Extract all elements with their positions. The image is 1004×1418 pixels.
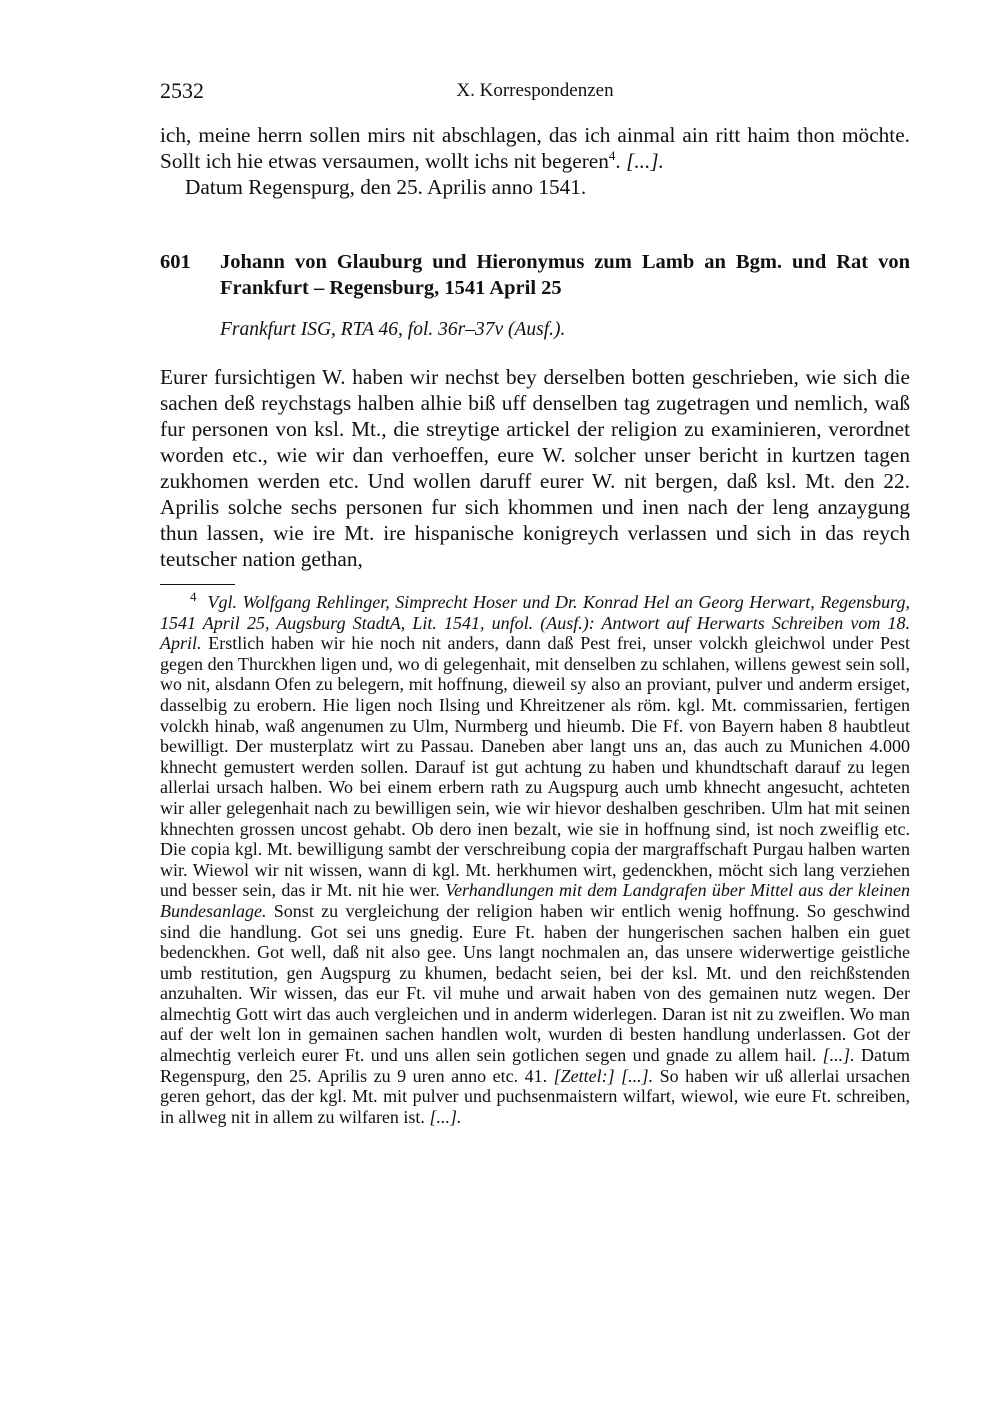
datum-line: Datum Regenspurg, den 25. Aprilis anno 1541.	[185, 175, 587, 199]
omission-mark: [...].	[626, 149, 664, 173]
main-paragraph: Eurer fursichtigen W. haben wir nechst bey derselben botten geschrieben, wie sich die sachen deß reychstags halben alhie biß uff denselben tag zugetragen und nemlich, waß fur personen von ksl. Mt., die streytige artickel der religion zu examinieren, verordnet worden etc., wie wir dan verhoeffen, eure W. solcher unser bericht in kurtzen tagen zukhomen werden etc. Und wollen daruff eurer W. nit bergen, daß ksl. Mt. den 22. Aprilis solche sechs personen fur sich khommen und inen nach der leng anzaygung thun lassen, wie ire Mt. ire hispanische konigreych verlassen und sich in das reych teutscher nation gethan,	[160, 365, 910, 571]
continuation-paragraph	[160, 122, 910, 174]
footnote-text-2: Sonst zu vergleichung der religion haben wir entlich wenig hoffnung. So geschwind sind die handlung. Got sei uns gnedig. Eure Ft. haben der hungerischen sachen halben ein guet bedenckhen. Got well, daß nit also gee. Uns langt nochmalen an, das unsere widerwertige geistliche umb restitution, gen Augspurg zu khumen, bedacht seien, bei der ksl. Mt. und den reichßstenden anzuhalten. Wir wissen, das eur Ft. vil muhe und arwait haben von des gemainen nutz wegen. Der almechtig Gott wirt das auch vergleichen und in anderm widerlegen. Daran ist nit zu zweiflen. Wo man auf der welt lon in gemainen sachen handlen wolt, wurden di besten handlung underlassen. Got der almechtig verleich eurer Ft. und uns allen sein gotlichen segen und gnade zu allem hail.	[160, 900, 910, 1066]
footnote-omission-1: [...].	[822, 1045, 855, 1066]
footnote-text-3: Datum Regenspurg, den 25. Aprilis zu 9 uren anno etc. 41.	[160, 1045, 910, 1086]
main-text	[160, 364, 910, 572]
footnote-reference: 4	[608, 147, 616, 163]
footnote	[160, 589, 911, 1127]
footnote-number: 4	[190, 589, 197, 604]
footnote-text-4: So haben wir uß allerlai ursachen geren gehort, das der kgl. Mt. mit pulver und puchsenmaistern wilfart, wiewol, wie eure Ft. schreiben, in allweg nit in allem zu wilfaren ist.	[160, 1065, 910, 1127]
section-title: X. Korrespondenzen	[456, 80, 614, 101]
document-title: Johann von Glauburg und Hieronymus zum Lamb an Bgm. und Rat von Frankfurt – Regensburg, 1541 April 25	[220, 251, 910, 299]
footnote-citation: Vgl. Wolfgang Rehlinger, Simprecht Hoser und Dr. Konrad Hel an Georg Herwart, Regensburg, 1541 April 25, Augsburg StadtA, Lit. 1541, unfol. (Ausf.): Antwort auf Herwarts Schreiben vom 18. April.	[160, 592, 911, 654]
footnote-divider	[160, 584, 235, 585]
running-header	[160, 78, 910, 108]
footnote-zettel-mark: [Zettel:] [...].	[553, 1065, 654, 1086]
footnote-text-1: Erstlich haben wir hie noch nit anders, dann daß Pest frei, unser volckh gleichwol under Pest gegen den Thurckhen ligen und, wo di gelegenhait, mit denselben zu schlahen, willens gewest sein soll, wo nit, alsdann Ofen zu belegern, mit hoffnung, dieweil sy also an proviant, pulver und anderm ersiget, dasselbig zu erobern. Hie ligen noch Ilsing und Khreitzener als röm. kgl. Mt. commissarien, fertigen volckh hinab, waß angenumen zu Ulm, Nurmberg und hieumb. Die Ff. von Bayern haben 8 haubtleut bewilligt. Der musterplatz wirt zu Passau. Daneben aber langt uns an, das auch zu Munichen 4.000 khnecht gemustert werden sollen. Darauf ist gut achtung zu haben und khundtschaft darauf zu legen allerlai ursach halben. Wo bei einem erbern rath zu Augspurg auch umb khnecht angesucht, achteten wir aller gelegenhait nach zu bewilligen sein, wie wir hievor deshalben geschriben. Ulm hat mit seinen khnechten grossen uncost gehabt. Ob dero inen bezalt, wie sie in hoffnung sind, ist noch zweiflig etc. Die copia kgl. Mt. bewilligung sambt der verschreibung copia der margraffschaft Purgau halben warten wir. Wiewol wir nit wissen, wann di kgl. Mt. herkhumen wirt, gedenckhen, möcht sich lang verziehen und besser sein, das ir Mt. nit hie wer.	[160, 633, 910, 901]
document-heading	[160, 249, 910, 301]
footnote-omission-2: [...].	[429, 1106, 462, 1127]
document-number: 601	[160, 251, 191, 273]
archival-source: Frankfurt ISG, RTA 46, fol. 36r–37v (Ausf.).	[220, 319, 566, 340]
footnote-editorial-note: Verhandlungen mit dem Landgrafen über Mittel aus der kleinen Bundesanlage.	[160, 880, 910, 921]
continuation-text	[160, 122, 910, 200]
continuation-punct: .	[615, 149, 627, 173]
page-number: 2532	[160, 78, 204, 103]
continuation-sentence: ich, meine herrn sollen mirs nit abschlagen, das ich ainmal ain ritt haim thon möchte. Sollt ich hie etwas versaumen, wollt ichs nit begeren	[160, 123, 910, 173]
